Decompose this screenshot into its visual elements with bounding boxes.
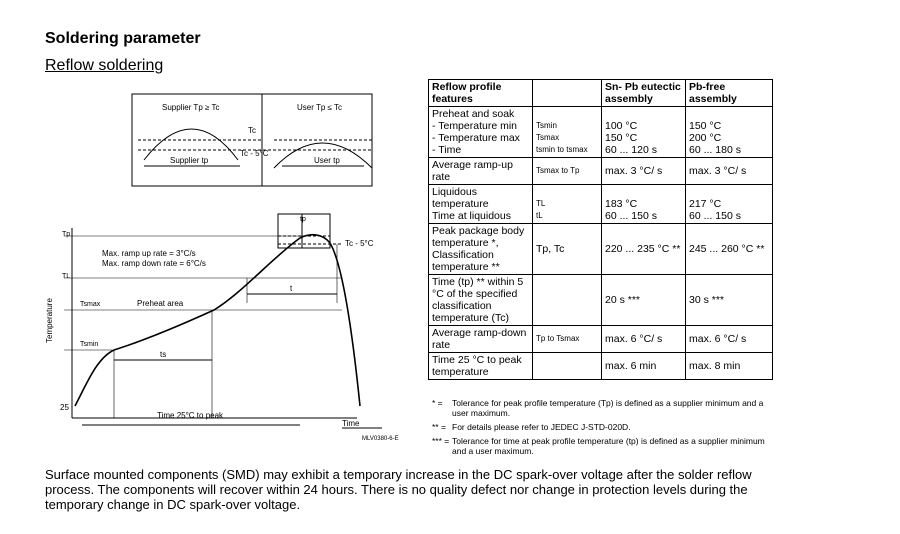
pbfree-cell: max. 3 °C/ s (686, 158, 773, 185)
symbol-cell: Tsmin (536, 121, 557, 130)
header-symbol (533, 80, 602, 107)
table-header-row (429, 80, 773, 107)
footnote (432, 398, 772, 418)
user-box-title: User Tp ≤ Tc (297, 103, 342, 112)
pbfree-cell: max. 6 °C/ s (686, 326, 773, 353)
reflow-profile-table (428, 79, 773, 380)
snpb-cell: 183 °C (605, 198, 638, 210)
section-subtitle: Reflow soldering (45, 57, 164, 74)
footnote-text: Tolerance for time at peak profile temperature (tp) is defined as a supplier minimum and a user maximum. (452, 436, 765, 456)
pbfree-cell: max. 8 min (686, 353, 773, 380)
t-label: t (290, 284, 293, 293)
y-tsmin-label: Tsmin (80, 341, 99, 348)
symbol-cell: TL (536, 199, 546, 208)
pbfree-cell: 217 °C (689, 198, 722, 210)
pbfree-cell: 200 °C (689, 132, 722, 144)
footnote-mark: ** = (432, 422, 446, 432)
footnote-mark: *** = (432, 436, 450, 446)
preheat-area-label: Preheat area (137, 299, 184, 308)
feature-cell: Peak package body temperature *, Classification temperature ** (429, 224, 533, 275)
header-pbfree: Pb-free assembly (686, 80, 773, 107)
feature-cell: Average ramp-up rate (429, 158, 533, 185)
table-row (429, 353, 773, 380)
symbol-cell: Tsmax to Tp (533, 158, 602, 185)
preheat-row-label: - Temperature min (432, 120, 518, 132)
tc-minus5-main-label: Tc - 5°C (345, 239, 374, 248)
snpb-cell: 150 °C (605, 132, 638, 144)
symbol-cell: Tp to Tsmax (533, 326, 602, 353)
footnote-mark: * = (432, 398, 443, 408)
snpb-cell: 220 ... 235 °C ** (602, 224, 686, 275)
table-row (429, 185, 773, 224)
body-paragraph: Surface mounted components (SMD) may exhibit a temporary increase in the DC spark-over voltage after the solder reflow process. The components will recover within 24 hours. There is no quality defect nor change in protection levels during the temporary change in DC spark-over voltage. (45, 467, 752, 512)
feature-cell: Time 25 °C to peak temperature (429, 353, 533, 380)
y-tsmax-label: Tsmax (80, 301, 101, 308)
pbfree-cell: 60 ... 150 s (689, 210, 741, 222)
tc-minus5-label: Tc - 5°C (240, 149, 269, 158)
y-tl-label: TL (62, 273, 71, 280)
pbfree-cell: 60 ... 180 s (689, 144, 741, 156)
symbol-cell: tsmin to tsmax (536, 145, 588, 154)
feature-cell: Time at liquidous (432, 210, 511, 222)
supplier-tp-label: Supplier tp (170, 156, 209, 165)
footnote-text: For details please refer to JEDEC J-STD-020D. (452, 422, 631, 432)
table-row (429, 224, 773, 275)
y-tp-label: Tp (62, 231, 71, 238)
pbfree-cell: 150 °C (689, 120, 722, 132)
symbol-cell: Tp, Tc (533, 224, 602, 275)
diagram-code: MLV0380-6-E (362, 436, 399, 442)
feature-cell: Liquidous temperature (432, 186, 489, 210)
preheat-row-label: - Time (432, 144, 462, 156)
ramp-down-label: Max. ramp down rate = 6°C/s (102, 259, 206, 268)
reflow-profile-diagram (42, 88, 422, 448)
footnote (432, 422, 772, 432)
tp-small-label: tp (300, 216, 306, 223)
snpb-cell: max. 6 min (602, 353, 686, 380)
symbol-cell (533, 353, 602, 380)
table-row (429, 326, 773, 353)
ramp-up-label: Max. ramp up rate = 3°C/s (102, 249, 196, 258)
pbfree-cell: 245 ... 260 °C ** (686, 224, 773, 275)
symbol-cell: tL (536, 211, 543, 220)
page-title: Soldering parameter (45, 30, 201, 47)
footnote (432, 436, 772, 456)
snpb-cell: max. 3 °C/ s (602, 158, 686, 185)
preheat-title: Preheat and soak (432, 108, 515, 120)
table-row (429, 107, 773, 158)
table-row (429, 275, 773, 326)
footnote-text: Tolerance for peak profile temperature (Tp) is defined as a supplier minimum and a user maximum. (452, 398, 764, 418)
symbol-cell (533, 275, 602, 326)
snpb-cell: 20 s *** (602, 275, 686, 326)
feature-cell: Average ramp-down rate (429, 326, 533, 353)
feature-cell: Time (tp) ** within 5 °C of the specified classification temperature (Tc) (429, 275, 533, 326)
x-axis-label: Time (342, 419, 360, 428)
snpb-cell: 60 ... 150 s (605, 210, 657, 222)
snpb-cell: 100 °C (605, 120, 638, 132)
table-footnotes (432, 398, 772, 460)
ts-label: ts (160, 350, 167, 359)
header-features: Reflow profile features (429, 80, 533, 107)
time-to-peak-label: Time 25°C to peak (157, 411, 224, 420)
y-axis-label: Temperature (45, 298, 54, 343)
supplier-box-title: Supplier Tp ≥ Tc (162, 103, 220, 112)
user-tp-label: User tp (314, 156, 340, 165)
snpb-cell: 60 ... 120 s (605, 144, 657, 156)
table-row (429, 158, 773, 185)
pbfree-cell: 30 s *** (686, 275, 773, 326)
symbol-cell: Tsmax (536, 133, 560, 142)
header-snpb: Sn- Pb eutectic assembly (602, 80, 686, 107)
snpb-cell: max. 6 °C/ s (602, 326, 686, 353)
y-25-label: 25 (60, 403, 69, 412)
tc-label: Tc (248, 126, 256, 135)
preheat-row-label: - Temperature max (432, 132, 520, 144)
